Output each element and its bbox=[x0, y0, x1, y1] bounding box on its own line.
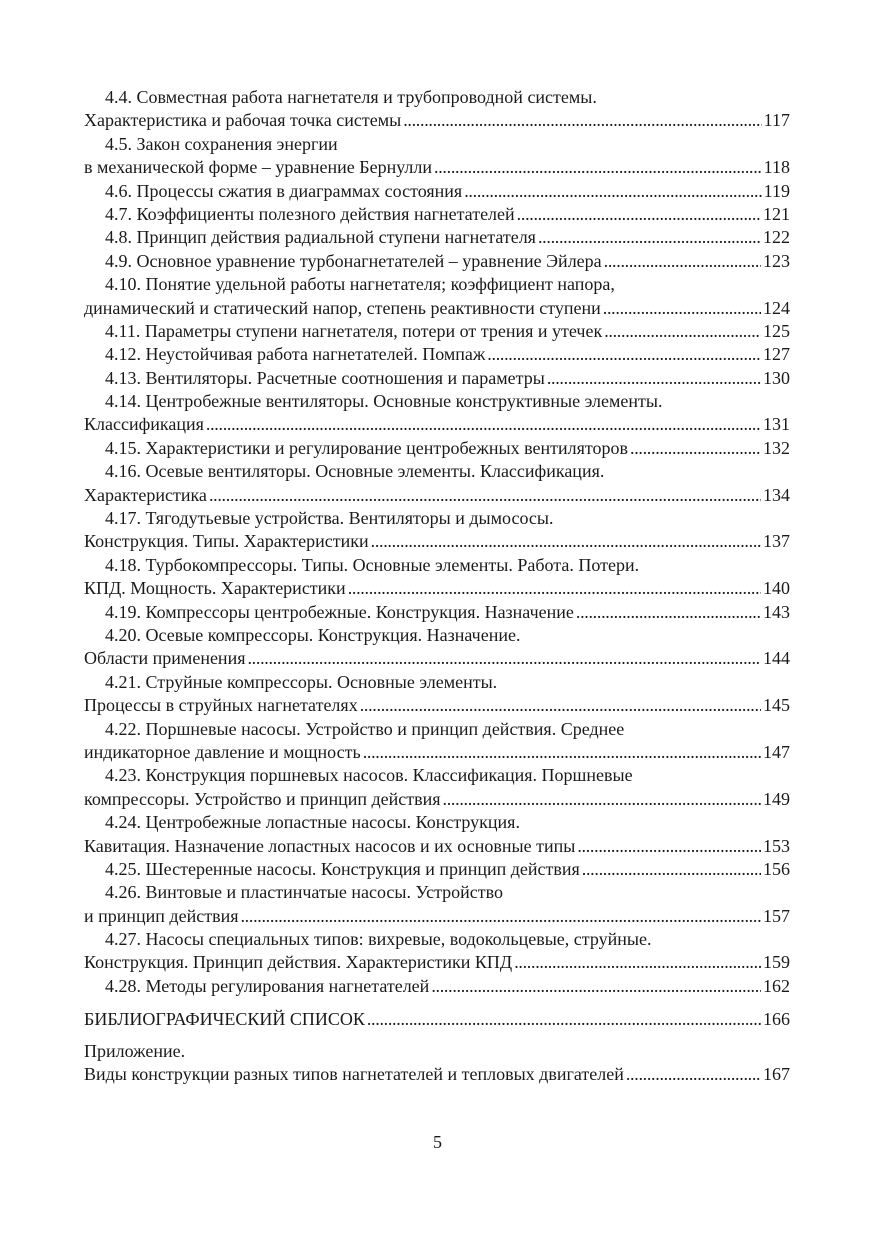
toc-page-number: 145 bbox=[763, 695, 790, 716]
toc-entry bbox=[84, 343, 790, 366]
toc-entry bbox=[84, 203, 790, 226]
toc-entry-title: 4.13. Вентиляторы. Расчетные соотношения и параметры bbox=[105, 367, 545, 388]
toc-page-number: 149 bbox=[763, 788, 790, 809]
toc-entry-title: в механической форме – уравнение Бернулли bbox=[84, 157, 433, 178]
toc-entry-title: индикаторное давление и мощность bbox=[84, 741, 361, 762]
toc-entry-title: Области применения bbox=[84, 648, 246, 669]
toc-entry bbox=[84, 367, 790, 390]
toc-entry-line bbox=[84, 437, 790, 460]
toc-entry-line bbox=[84, 320, 790, 343]
toc-entry-text-line: 4.17. Тягодутьевые устройства. Вентиляторы и дымососы. bbox=[105, 508, 554, 529]
toc-entry bbox=[84, 554, 790, 601]
toc-entry-title: Характеристика bbox=[84, 484, 207, 505]
toc-entry bbox=[84, 320, 790, 343]
toc-entry-line bbox=[84, 484, 790, 507]
toc-entry-line bbox=[84, 250, 790, 273]
dot-leader bbox=[443, 788, 761, 811]
dot-leader bbox=[582, 858, 761, 881]
toc-entry-title: БИБЛИОГРАФИЧЕСКИЙ СПИСОК bbox=[84, 1009, 365, 1030]
toc-entry-line bbox=[84, 180, 790, 203]
toc-entry-text-line: 4.16. Осевые вентиляторы. Основные элементы. Классификация. bbox=[105, 461, 605, 482]
dot-leader bbox=[547, 367, 761, 390]
toc-page-number: 132 bbox=[763, 437, 790, 458]
toc-entry bbox=[84, 86, 790, 133]
toc-entry bbox=[84, 273, 790, 320]
dot-leader bbox=[367, 1008, 761, 1031]
toc-entry-line bbox=[84, 109, 790, 132]
toc-entry-line bbox=[84, 975, 790, 998]
toc-page-number: 162 bbox=[763, 975, 790, 996]
toc-entry-title: 4.12. Неустойчивая работа нагнетателей. Помпаж bbox=[105, 344, 486, 365]
toc-entry-text-line: 4.5. Закон сохранения энергии bbox=[105, 133, 338, 154]
table-of-contents bbox=[84, 86, 790, 1086]
toc-entry-line bbox=[84, 788, 790, 811]
toc-page-number: 122 bbox=[763, 227, 790, 248]
toc-page-number: 166 bbox=[763, 1009, 790, 1030]
toc-entry bbox=[84, 437, 790, 460]
toc-entry-text-line: 4.21. Струйные компрессоры. Основные элементы. bbox=[105, 671, 498, 692]
toc-page-number: 159 bbox=[763, 952, 790, 973]
toc-entry bbox=[84, 460, 790, 507]
toc-entry-text-line: 4.23. Конструкция поршневых насосов. Классификация. Поршневые bbox=[105, 765, 633, 786]
toc-entry-line bbox=[84, 835, 790, 858]
toc-entry bbox=[84, 858, 790, 881]
toc-page-number: 121 bbox=[763, 203, 790, 224]
dot-leader bbox=[360, 694, 761, 717]
toc-entry bbox=[84, 881, 790, 928]
toc-entry-line bbox=[84, 858, 790, 881]
toc-entry bbox=[84, 601, 790, 624]
toc-entry bbox=[84, 250, 790, 273]
toc-entry-title: 4.11. Параметры ступени нагнетателя, потери от трения и утечек bbox=[105, 320, 603, 341]
toc-entry-line bbox=[84, 367, 790, 390]
dot-leader bbox=[464, 180, 761, 203]
toc-entry-line bbox=[84, 203, 790, 226]
toc-entry-title: 4.15. Характеристики и регулирование центробежных вентиляторов bbox=[105, 437, 628, 458]
dot-leader bbox=[576, 601, 761, 624]
toc-entry-title: 4.6. Процессы сжатия в диаграммах состояния bbox=[105, 180, 463, 201]
toc-entry bbox=[84, 624, 790, 671]
toc-entry bbox=[84, 1040, 790, 1087]
dot-leader bbox=[577, 835, 761, 858]
toc-entry-text-line: 4.10. Понятие удельной работы нагнетателя; коэффициент напора, bbox=[105, 274, 615, 295]
toc-entry-title: 4.7. Коэффициенты полезного действия нагнетателей bbox=[105, 203, 515, 224]
toc-entry bbox=[84, 226, 790, 249]
toc-entry-title: Кавитация. Назначение лопастных насосов и их основные типы bbox=[84, 835, 576, 856]
toc-entry-title: и принцип действия bbox=[84, 905, 239, 926]
toc-page-number: 143 bbox=[763, 601, 790, 622]
toc-entry-text-line: 4.26. Винтовые и пластинчатые насосы. Устройство bbox=[105, 882, 504, 903]
dot-leader bbox=[514, 951, 761, 974]
dot-leader bbox=[209, 484, 761, 507]
toc-page-number: 131 bbox=[763, 414, 790, 435]
toc-entry-line bbox=[84, 577, 790, 600]
toc-page-number: 134 bbox=[763, 484, 790, 505]
dot-leader bbox=[348, 577, 761, 600]
toc-entry-text-line: 4.4. Совместная работа нагнетателя и трубопроводной системы. bbox=[105, 87, 597, 107]
toc-entry-line bbox=[84, 413, 790, 436]
toc-entry-line bbox=[84, 226, 790, 249]
toc-entry-title: 4.8. Принцип действия радиальной ступени нагнетателя bbox=[105, 227, 536, 248]
toc-entry-title: динамический и статический напор, степень реактивности ступени bbox=[84, 297, 601, 318]
dot-leader bbox=[538, 226, 761, 249]
toc-page-number: 153 bbox=[763, 835, 790, 856]
toc-entry bbox=[84, 764, 790, 811]
toc-entry bbox=[84, 1008, 790, 1031]
toc-page-number: 144 bbox=[763, 648, 790, 669]
toc-entry-title: Процессы в струйных нагнетателях bbox=[84, 695, 358, 716]
toc-entry bbox=[84, 928, 790, 975]
dot-leader bbox=[403, 109, 761, 132]
dot-leader bbox=[363, 741, 761, 764]
toc-page-number: 137 bbox=[763, 531, 790, 552]
toc-entry-line bbox=[84, 530, 790, 553]
dot-leader bbox=[630, 437, 761, 460]
toc-page-number: 157 bbox=[763, 905, 790, 926]
toc-entry bbox=[84, 975, 790, 998]
toc-entry-title: Виды конструкции разных типов нагнетателей и тепловых двигателей bbox=[84, 1064, 624, 1085]
toc-entry-text-line: 4.27. Насосы специальных типов: вихревые, водокольцевые, струйные. bbox=[105, 929, 652, 950]
dot-leader bbox=[604, 250, 761, 273]
dot-leader bbox=[247, 647, 761, 670]
toc-entry-line bbox=[84, 905, 790, 928]
toc-entry bbox=[84, 180, 790, 203]
toc-entry bbox=[84, 390, 790, 437]
dot-leader bbox=[240, 905, 761, 928]
toc-page-number: 167 bbox=[763, 1064, 790, 1085]
toc-entry-text-line: 4.14. Центробежные вентиляторы. Основные конструктивные элементы. bbox=[105, 391, 663, 412]
toc-entry-title: 4.19. Компрессоры центробежные. Конструкция. Назначение bbox=[105, 601, 574, 622]
toc-page-number: 123 bbox=[763, 250, 790, 271]
toc-entry-title: Конструкция. Принцип действия. Характеристики КПД bbox=[84, 952, 513, 973]
dot-leader bbox=[434, 156, 762, 179]
toc-entry bbox=[84, 133, 790, 180]
toc-entry-title: Классификация bbox=[84, 414, 204, 435]
toc-entry-title: 4.25. Шестеренные насосы. Конструкция и принцип действия bbox=[105, 858, 580, 879]
toc-entry-title: Характеристика и рабочая точка системы bbox=[84, 110, 402, 131]
dot-leader bbox=[604, 320, 761, 343]
dot-leader bbox=[206, 413, 761, 436]
dot-leader bbox=[371, 530, 761, 553]
toc-entry-line bbox=[84, 1063, 790, 1086]
toc-entry-line bbox=[84, 1008, 790, 1031]
toc-page-number: 125 bbox=[763, 320, 790, 341]
toc-entry-line bbox=[84, 694, 790, 717]
toc-entry-line bbox=[84, 601, 790, 624]
toc-entry-title: КПД. Мощность. Характеристики bbox=[84, 578, 346, 599]
toc-entry-line bbox=[84, 156, 790, 179]
toc-entry-line bbox=[84, 741, 790, 764]
toc-entry-line bbox=[84, 647, 790, 670]
toc-page-number: 156 bbox=[763, 858, 790, 879]
toc-page-number: 140 bbox=[763, 578, 790, 599]
toc-entry-title: 4.9. Основное уравнение турбонагнетателей – уравнение Эйлера bbox=[105, 250, 602, 271]
toc-entry-line bbox=[84, 297, 790, 320]
toc-entry-text-line: 4.20. Осевые компрессоры. Конструкция. Назначение. bbox=[105, 624, 521, 645]
dot-leader bbox=[626, 1063, 761, 1086]
toc-entry bbox=[84, 507, 790, 554]
toc-page-number: 119 bbox=[763, 180, 790, 201]
toc-entry-text-line: Приложение. bbox=[84, 1040, 186, 1061]
toc-entry-title: Конструкция. Типы. Характеристики bbox=[84, 531, 369, 552]
toc-page-number: 118 bbox=[763, 157, 790, 178]
toc-entry-line bbox=[84, 343, 790, 366]
toc-page-number: 147 bbox=[763, 741, 790, 762]
toc-page-number: 124 bbox=[763, 297, 790, 318]
dot-leader bbox=[517, 203, 761, 226]
toc-entry bbox=[84, 718, 790, 765]
toc-page-number: 127 bbox=[763, 344, 790, 365]
toc-entry bbox=[84, 811, 790, 858]
page-number: 5 bbox=[433, 1132, 442, 1152]
toc-entry-title: 4.28. Методы регулирования нагнетателей bbox=[105, 975, 430, 996]
dot-leader bbox=[603, 297, 761, 320]
toc-entry-line bbox=[84, 951, 790, 974]
dot-leader bbox=[487, 343, 761, 366]
toc-entry-text-line: 4.18. Турбокомпрессоры. Типы. Основные элементы. Работа. Потери. bbox=[105, 554, 640, 575]
toc-entry-title: компрессоры. Устройство и принцип действия bbox=[84, 788, 441, 809]
toc-entry-text-line: 4.24. Центробежные лопастные насосы. Конструкция. bbox=[105, 812, 520, 833]
dot-leader bbox=[431, 975, 761, 998]
toc-entry bbox=[84, 671, 790, 718]
toc-page-number: 117 bbox=[763, 110, 790, 131]
toc-entry-text-line: 4.22. Поршневые насосы. Устройство и принцип действия. Среднее bbox=[105, 718, 625, 739]
toc-page-number: 130 bbox=[763, 367, 790, 388]
